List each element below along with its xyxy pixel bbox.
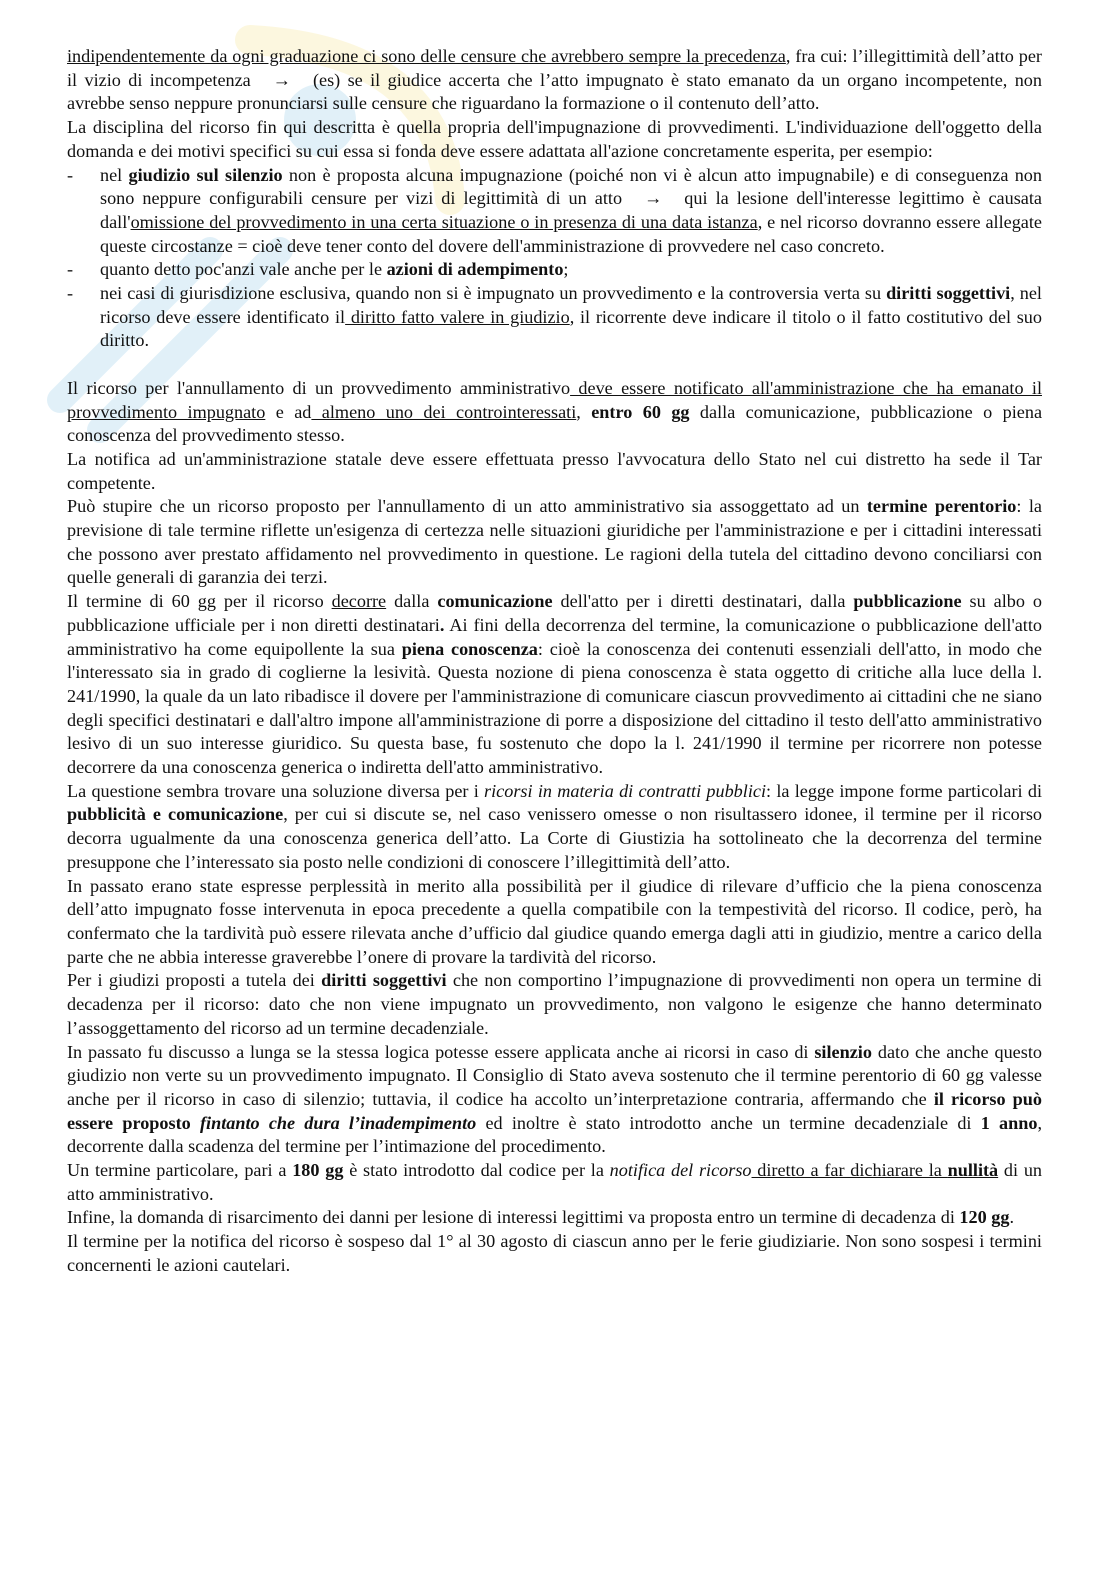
paragraph-12: Infine, la domanda di risarcimento dei danni per lesione di interessi legittimi va proposta entro un termine di decadenza di 120 gg. (67, 1207, 1014, 1228)
paragraph-10: In passato fu discusso a lunga se la stessa logica potesse essere applicata anche ai ricorsi in caso di silenzio dato che anche questo giudizio non verte su un provvedimento impugnato. Il Consiglio di Stato aveva sostenuto che il termine perentorio di 60 gg valesse anche per il ricorso in caso di silenzio; tuttavia, il codice ha accolto un’interpretazione contraria, affermando che il ricorso può essere proposto fintanto che dura l’inadempimento ed inoltre è stato introdotto anche un termine decadenziale di 1 anno, decorrente dalla scadenza del termine per l’intimazione del procedimento. (67, 1041, 1042, 1157)
paragraph-8: In passato erano state espresse perplessità in merito alla possibilità per il giudice di rilevare d’ufficio che la piena conoscenza dell’atto impugnato fosse intervenuta in epoca precedente a quella compatibile con la tempestività del ricorso. Il codice, però, ha confermato che la tardività può essere rilevata anche d’ufficio dal giudice quando emerga dagli atti in giudizio, mentre a carico della parte che ne abbia interesse graverebbe l’onere di provare la tardività del ricorso. (67, 875, 1042, 967)
paragraph-9: Per i giudizi proposti a tutela dei diritti soggettivi che non comportino l’impugnazione di provvedimenti non opera un termine di decadenza per il ricorso: dato che non viene impugnato un provvedimento, non valgono le esigenze che hanno determinato l’assoggettamento del ricorso ad un termine decadenziale. (67, 970, 1042, 1038)
paragraph-11: Un termine particolare, pari a 180 gg è stato introdotto dal codice per la notifica del ricorso diretto a far dichiarare la nullità di un atto amministrativo. (67, 1160, 1043, 1204)
dash-list (67, 164, 1042, 354)
paragraph-5: Può stupire che un ricorso proposto per l'annullamento di un atto amministrativo sia assoggettato ad un termine perentorio: la previsione di tale termine riflette un'esigenza di certezza nelle situazioni giuridiche per l'amministrazione e per i cittadini interessati che possono aver prestato affidamento nel provvedimento in questione. Le ragioni della tutela del cittadino devono conciliarsi con quelle generali di garanzia dei terzi. (67, 496, 1042, 588)
paragraph-1: indipendentemente da ogni graduazione ci sono delle censure che avrebbero sempre la precedenza, fra cui: l’illegittimità dell’atto per il vizio di incompetenza → (es) se il giudice accerta che l’atto impugnato è stato emanato da un organo incompetente, non avrebbe senso neppure pronunciarsi sulle censure che riguardano la formazione o il contenuto dell’atto. (67, 46, 1042, 114)
list-item-2: - quanto detto poc'anzi vale anche per le azioni di adempimento; (67, 258, 1042, 282)
paragraph-4: La notifica ad un'amministrazione statale deve essere effettuata presso l'avvocatura dello Stato nel cui distretto ha sede il Tar competente. (67, 448, 1042, 493)
paragraph-6: Il termine di 60 gg per il ricorso decorre dalla comunicazione dell'atto per i diretti destinatari, dalla pubblicazione su albo o pubblicazione ufficiale per i non diretti destinatari. Ai fini della decorrenza del termine, la comunicazione o pubblicazione dell'atto amministrativo ha come equipollente la sua piena conoscenza: cioè la conoscenza dei contenuti essenziali dell'atto, in modo che l'interessato sia in grado di coglierne la lesività. Questa nozione di piena conoscenza è stata oggetto di critiche alla luce della l. 241/1990, la quale da un lato ribadisce il dovere per l'amministrazione di comunicare ciascun provvedimento ai cittadini che ne siano degli specifici destinatari e dall'altro impone all'amministrazione di porre a disposizione del cittadino il testo dell'atto amministrativo lesivo di un suo interesse giuridico. Su questa base, fu sostenuto che dopo la l. 241/1990 il termine per ricorrere non potesse decorrere da una conoscenza generica o indiretta dell'atto amministrativo. (67, 591, 1042, 778)
paragraph-7: La questione sembra trovare una soluzione diversa per i ricorsi in materia di contratti pubblici: la legge impone forme particolari di pubblicità e comunicazione, per cui si discute se, nel caso venissero omesse o non risultassero idonee, il termine per il ricorso decorra ugualmente da una conoscenza generica dell’atto. La Corte di Giustizia ha sottolineato che la decorrenza del termine presuppone che l’interessato sia posto nelle condizioni di conoscere l’illegittimità dell’atto. (67, 780, 1043, 872)
arrow-icon: → (644, 188, 663, 209)
list-item-1: - nel giudizio sul silenzio non è proposta alcuna impugnazione (poiché non vi è alcun atto impugnabile) e di conseguenza non sono neppure configurabili censure per vizi di legittimità di un atto → qui la lesione dell'interesse legittimo è causata dall'omissione del provvedimento in una certa situazione o in presenza di una data istanza, e nel ricorso dovranno essere allegate queste circostanze = cioè deve tener conto del dovere dell'amministrazione di provvedere nel caso concreto. (67, 164, 1042, 259)
document-page (67, 45, 1042, 1278)
arrow-icon: → (272, 69, 291, 90)
paragraph-2: La disciplina del ricorso fin qui descritta è quella propria dell'impugnazione di provvedimenti. L'individuazione dell'oggetto della domanda e dei motivi specifici su cui essa si fonda deve essere adattata all'azione concretamente esperita, per esempio: (67, 117, 1042, 161)
text-underlined: indipendentemente da ogni graduazione ci sono delle censure che avrebbero sempre la precedenza (67, 46, 786, 66)
paragraph-13: Il termine per la notifica del ricorso è sospeso dal 1° al 30 agosto di ciascun anno per le ferie giudiziarie. Non sono sospesi i termini concernenti le azioni cautelari. (67, 1231, 1042, 1275)
paragraph-gap (67, 353, 1042, 377)
paragraph-3: Il ricorso per l'annullamento di un provvedimento amministrativo deve essere notificato all'amministrazione che ha emanato il provvedimento impugnato e ad almeno uno dei controinteressati, entro 60 gg dalla comunicazione, pubblicazione o piena conoscenza del provvedimento stesso. (67, 377, 1043, 446)
list-item-3: - nei casi di giurisdizione esclusiva, quando non si è impugnato un provvedimento e la controversia verta su diritti soggettivi, nel ricorso deve essere identificato il diritto fatto valere in giudizio, il ricorrente deve indicare il titolo o il fatto costitutivo del suo diritto. (67, 282, 1042, 353)
